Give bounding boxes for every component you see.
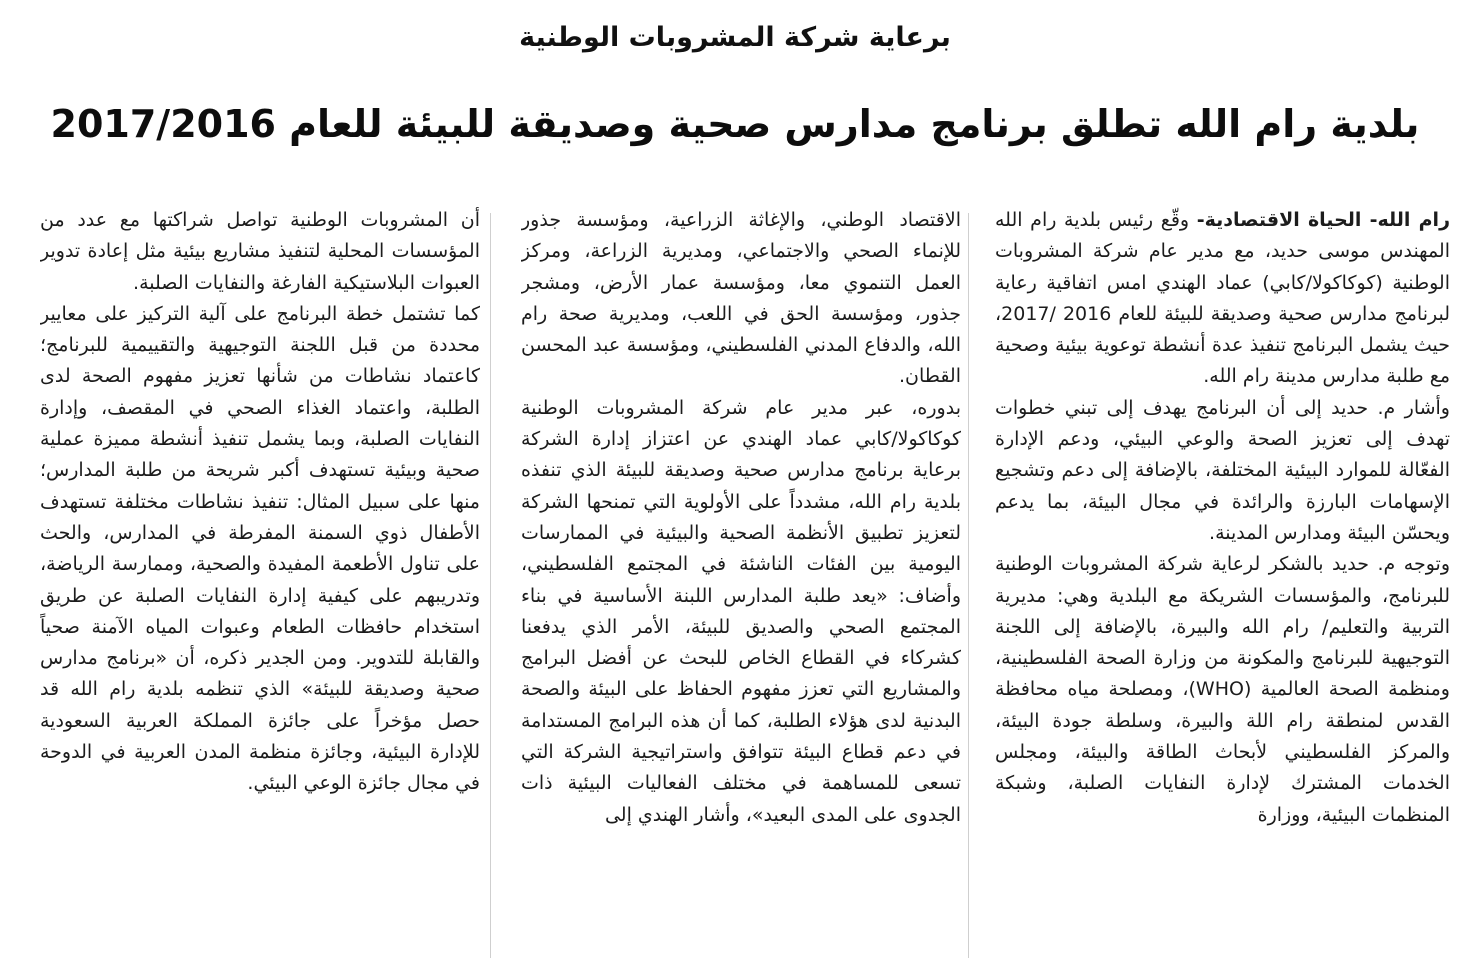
paragraph: كما تشتمل خطة البرنامج على آلية التركيز على معايير محددة من قبل اللجنة التوجيهية والتقييمية للبرنامج؛ كاعتماد نشاطات من شأنها تعزيز مفهوم الصحة لدى الطلبة، واعتماد الغذاء الصحي في المقصف، وإدارة النفايات الصلبة، وبما يشمل تنفيذ أنشطة مميزة عملية صحية وبيئية تستهدف أكبر شريحة من طلبة المدارس؛ منها على سبيل المثال: تنفيذ نشاطات مختلفة تستهدف الأطفال ذوي السمنة المفرطة في المدارس، والحث على تناول الأطعمة المفيدة والصحية، وممارسة الرياضة، وتدريبهم على كيفية إدارة النفايات الصلبة عن طريق استخدام حافظات الطعام وعبوات المياه الآمنة صحياً والقابلة للتدوير. ومن الجدير ذكره، أن «برنامج مدارس صحية وصديقة للبيئة» الذي تنظمه بلدية رام الله قد حصل مؤخراً على جائزة المملكة العربية السعودية للإدارة البيئية، وجائزة منظمة المدن العربية في الدوحة في مجال جائزة الوعي البيئي. (40, 302, 480, 795)
paragraph: بدوره، عبر مدير عام شركة المشروبات الوطنية كوكاكولا/كابي عماد الهندي عن اعتزاز إدارة الشركة برعاية برنامج مدارس صحية وصديقة للبيئة الذي تنفذه بلدية رام الله، مشدداً على الأولوية التي تمنحها الشركة لتعزيز تطبيق الأنظمة الصحية والبيئية في الممارسات اليومية بين الفئات الناشئة في المجتمع الفلسطيني، وأضاف: «يعد طلبة المدارس اللبنة الأساسية في بناء المجتمع الصحي والصديق للبيئة، الأمر الذي يدفعنا كشركاء في القطاع الخاص للبحث عن أفضل البرامج والمشاريع التي تعزز مفهوم الحفاظ على البيئة والصحة البدنية لدى هؤلاء الطلبة، كما أن هذه البرامج المستدامة في دعم قطاع البيئة تتوافق واستراتيجية الشركة التي تسعى للمساهمة في مختلف الفعاليات البيئية ذات الجدوى على المدى البعيد»، وأشار الهندي إلى (521, 396, 961, 826)
column-2 (521, 205, 961, 960)
paragraph: أن المشروبات الوطنية تواصل شراكتها مع عدد من المؤسسات المحلية لتنفيذ مشاريع بيئية مثل إعادة تدوير العبوات البلاستيكية الفارغة والنفايات الصلبة. (40, 209, 480, 294)
column-3 (40, 205, 480, 960)
column-1 (995, 205, 1450, 960)
kicker: برعاية شركة المشروبات الوطنية (519, 22, 951, 53)
paragraph: وأشار م. حديد إلى أن البرنامج يهدف إلى تبني خطوات تهدف إلى تعزيز الصحة والوعي البيئي، ودعم الإدارة الفعّالة للموارد البيئية المختلفة، بالإضافة إلى دعم وتشجيع الإسهامات البارزة والرائدة في مجال البيئة، بما يدعم ويحسّن البيئة ومدارس المدينة. (995, 396, 1450, 544)
dateline: رام الله- الحياة الاقتصادية- (1196, 209, 1450, 231)
paragraph: الاقتصاد الوطني، والإغاثة الزراعية، ومؤسسة جذور للإنماء الصحي والاجتماعي، ومديرية الزراعة، ومركز العمل التنموي معا، ومؤسسة عمار الأرض، ومشجر جذور، ومؤسسة الحق في اللعب، ومديرية صحة رام الله، والدفاع المدني الفلسطيني، ومؤسسة عبد المحسن القطان. (521, 209, 961, 388)
paragraph (995, 205, 1450, 393)
article-body (18, 205, 1450, 960)
paragraph-text: وقّع رئيس بلدية رام الله المهندس موسى حديد، مع مدير عام شركة المشروبات الوطنية (كوكاكولا/كابي) عماد الهندي امس اتفاقية رعاية لبرنامج مدارس صحية وصديقة للبيئة للعام 2016 /2017، حيث يشمل البرنامج تنفيذ عدة أنشطة توعوية بيئية وصحية مع طلبة مدارس مدينة رام الله. (995, 209, 1450, 388)
paragraph: وتوجه م. حديد بالشكر لرعاية شركة المشروبات الوطنية للبرنامج، والمؤسسات الشريكة مع البلدية وهي: مديرية التربية والتعليم/ رام الله والبيرة، بالإضافة إلى اللجنة التوجيهية للبرنامج والمكونة من وزارة الصحة الفلسطينية، ومنظمة الصحة العالمية (WHO)، ومصلحة مياه محافظة القدس لمنطقة رام اللة والبيرة، وسلطة جودة البيئة، والمركز الفلسطيني لأبحاث الطاقة والبيئة، ومجلس الخدمات المشترك لإدارة النفايات الصلبة، وشبكة المنظمات البيئية، ووزارة (995, 553, 1450, 826)
headline: بلدية رام الله تطلق برنامج مدارس صحية وصديقة للبيئة للعام 2017/2016 (50, 102, 1420, 146)
